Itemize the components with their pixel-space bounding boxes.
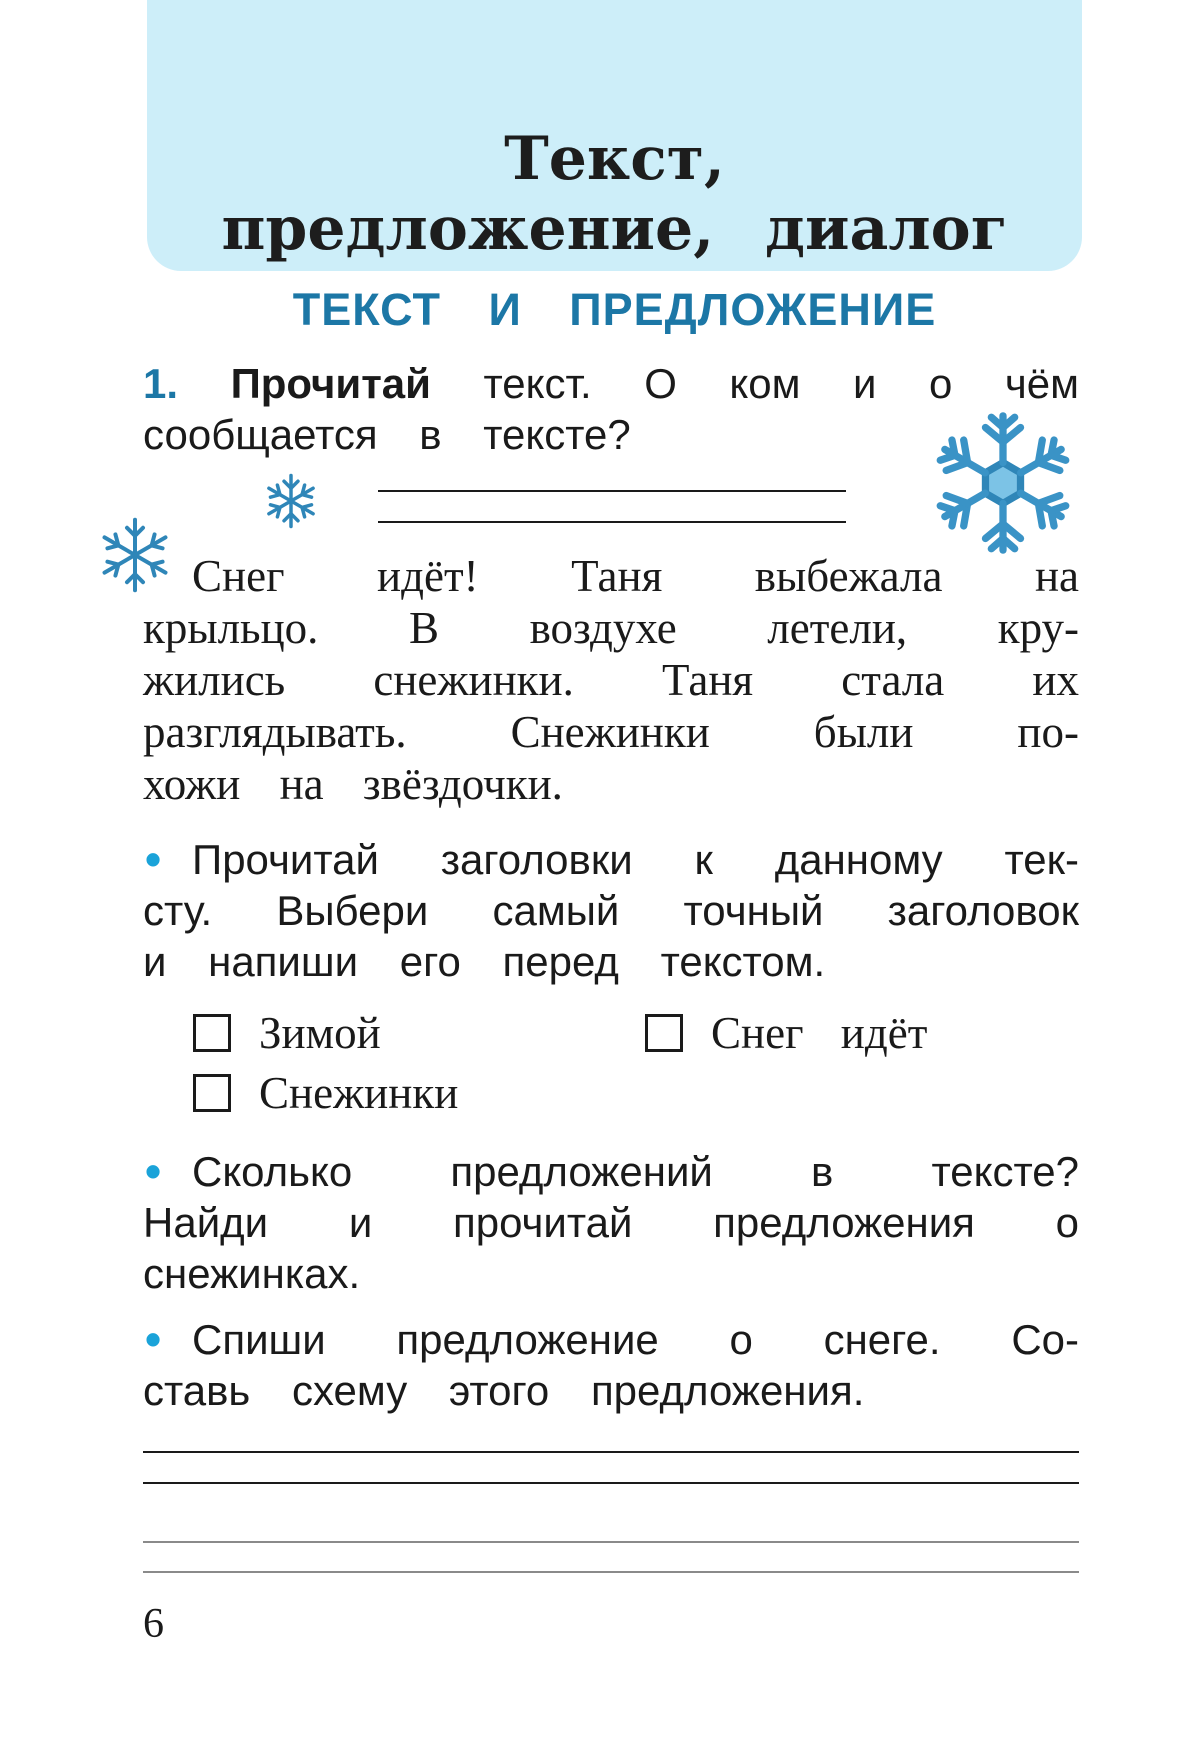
- snowflake-icon: [95, 515, 175, 595]
- option-label: Снежинки: [259, 1068, 459, 1118]
- bullet-dot: •: [145, 833, 162, 885]
- page-number: 6: [143, 1601, 164, 1647]
- task-number: 1.: [143, 360, 179, 407]
- story-line: Снег идёт! Таня выбежала на: [192, 551, 1079, 601]
- option-zimoy[interactable]: [193, 1007, 381, 1059]
- option-label: Снег идёт: [711, 1008, 928, 1058]
- bullet-dot: •: [145, 1145, 162, 1197]
- bullet2-line: Сколько предложений в тексте?: [192, 1148, 1079, 1195]
- task-question-line1: [143, 358, 1079, 409]
- story-line: крыльцо. В воздухе летели, кру-: [143, 603, 1079, 653]
- story-line: разглядывать. Снежинки были по-: [143, 707, 1079, 757]
- bullet3-line: ставь схему этого предложения.: [143, 1367, 865, 1414]
- bullet1-line: Прочитай заголовки к данному тек-: [192, 836, 1079, 883]
- bullet1-line: сту. Выбери самый точный заголовок: [143, 887, 1079, 934]
- bullet2-line: снежинках.: [143, 1250, 361, 1297]
- bullet1-line: и напиши его перед текстом.: [143, 938, 826, 985]
- snowflake-icon: [262, 472, 320, 530]
- chapter-title-line2: предложение, диалог: [221, 194, 1008, 264]
- writing-line[interactable]: [143, 1451, 1079, 1453]
- story-line: хожи на звёздочки.: [143, 759, 563, 809]
- writing-line[interactable]: [143, 1541, 1079, 1543]
- checkbox[interactable]: [193, 1014, 231, 1052]
- option-label: Зимой: [259, 1008, 381, 1058]
- task-question-line2: сообщается в тексте?: [143, 411, 631, 458]
- option-snezhinki[interactable]: [193, 1067, 458, 1119]
- chapter-title-line1: Текст,: [504, 124, 725, 194]
- answer-line[interactable]: [378, 521, 846, 523]
- answer-line[interactable]: [378, 490, 846, 492]
- writing-line[interactable]: [143, 1571, 1079, 1573]
- writing-line[interactable]: [143, 1482, 1079, 1484]
- section-heading: ТЕКСТ И ПРЕДЛОЖЕНИЕ: [292, 284, 937, 335]
- story-line: жились снежинки. Таня стала их: [143, 655, 1079, 705]
- bullet-dot: •: [145, 1313, 162, 1365]
- bullet3-line: Спиши предложение о снеге. Со-: [192, 1316, 1079, 1363]
- option-sneg-idet[interactable]: [645, 1007, 927, 1059]
- task-verb: Прочитай: [230, 360, 431, 407]
- task-question-rest: текст. О ком и о чём: [483, 360, 1080, 407]
- checkbox[interactable]: [193, 1074, 231, 1112]
- snowflake-icon: [930, 410, 1076, 556]
- checkbox[interactable]: [645, 1014, 683, 1052]
- bullet2-line: Найди и прочитай предложения о: [143, 1199, 1079, 1246]
